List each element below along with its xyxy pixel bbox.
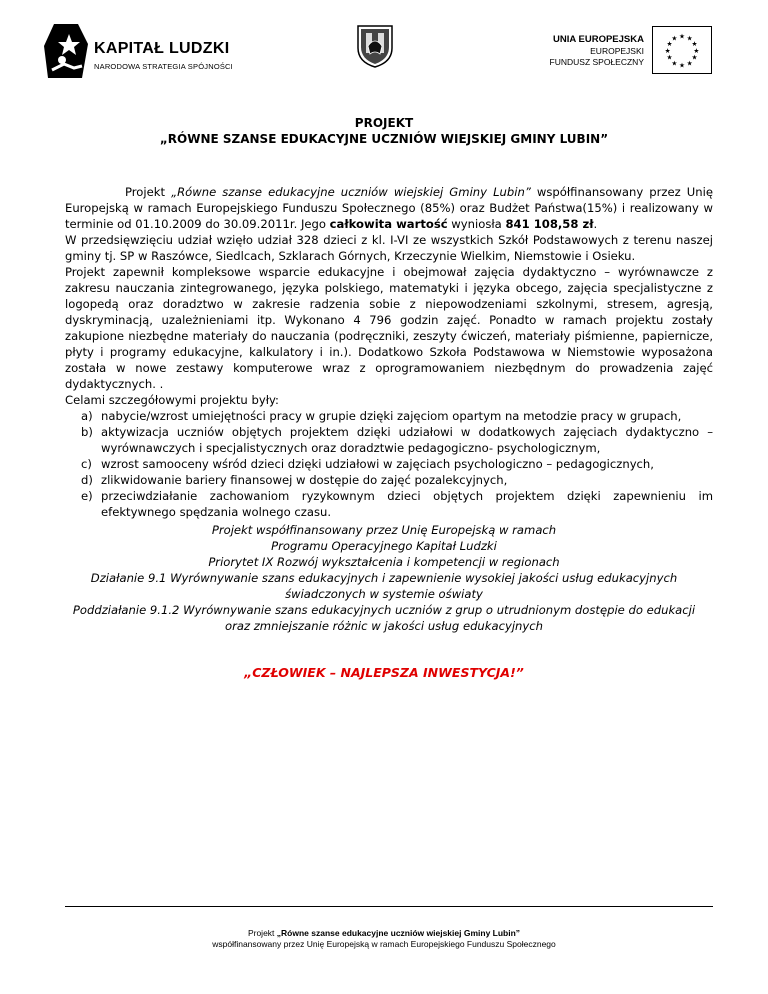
program-line-6: Poddziałanie 9.1.2 Wyrównywanie szans edukacyjnych uczniów z grup o utrudnionym dostępie do edukacji — [72, 603, 696, 617]
kapital-ludzki-logo-icon — [44, 22, 88, 80]
list-item — [65, 424, 713, 456]
footer-line-1 — [0, 928, 768, 938]
list-marker: e) — [81, 489, 93, 503]
list-item — [65, 408, 713, 424]
program-line-2: Programu Operacyjnego Kapitał Ludzki — [271, 539, 497, 553]
svg-text:★: ★ — [666, 53, 673, 62]
list-item-text: przeciwdziałanie zachowaniom ryzykownym dzieci objętych projektem dzięki zapewnieniu im efektywnego spędzania wolnego czasu. — [101, 489, 713, 519]
footer-divider — [65, 906, 713, 907]
list-item — [65, 488, 713, 520]
svg-text:★: ★ — [693, 46, 700, 55]
participants-paragraph: W przedsięwzięciu udział wzięło udział 328 dzieci z kl. I-VI ze wszystkich Szkół Podstawowych z terenu naszej gminy tj. SP w Raszówce, Siedlcach, Szklarach Górnych, Krzeczynie Wielkim, Niemstowie i Osieku. — [65, 233, 713, 263]
svg-text:★: ★ — [664, 46, 671, 55]
footer-project-title: „Równe szanse edukacyjne uczniów wiejskiej Gminy Lubin” — [276, 928, 521, 938]
goals-heading: Celami szczegółowymi projektu były: — [65, 393, 279, 407]
lubin-coat-of-arms-icon — [356, 24, 394, 68]
program-line-7: oraz zmniejszanie różnic w jakości usług edukacyjnych — [224, 619, 543, 633]
goals-list — [65, 408, 713, 520]
total-value-amount: 841 108,58 zł — [505, 217, 594, 231]
svg-text:★: ★ — [671, 59, 678, 68]
eu-line1: UNIA EUROPEJSKA — [553, 34, 644, 45]
list-marker: b) — [81, 425, 93, 439]
eu-line3: FUNDUSZ SPOŁECZNY — [549, 57, 644, 67]
project-name-title: „RÓWNE SZANSE EDUKACYJNE UCZNIÓW WIEJSKIEJ GMINY LUBIN” — [159, 132, 609, 146]
intro-end: . — [593, 217, 598, 231]
support-paragraph: Projekt zapewnił kompleksowe wsparcie edukacyjne i obejmował zajęcia dydaktyczno – wyrównawcze z zakresu nauczania zintegrowanego, języka polskiego, matematyki i języka obcego, zajęcia specjalistyczne z logopedą oraz doradztwo w zakresie radzenia sobie z niepowodzeniami szkolnymi, stresem, agresją, dyskryminacją, uzależnieniami itp. Wykonano 4 796 godzin zajęć. Ponadto w ramach projektu zostały zakupione niezbędne materiały do nauczania (podręczniki, zeszyty ćwiczeń, materiały piśmienne, papiernicze, płyty i programy edukacyjne, kalkulatory i in.). Dodatkowo Szkoła Podstawowa w Niemstowie wyposażona została w nowe zestawy komputerowe wraz z oprogramowaniem niezbędnym do prowadzenia zajęć dydaktycznych. . — [65, 265, 713, 391]
eu-text — [532, 34, 644, 67]
page-title: PROJEKT — [354, 116, 414, 130]
svg-text:★: ★ — [691, 53, 698, 62]
list-item — [65, 456, 713, 472]
list-marker: d) — [81, 473, 93, 487]
list-item-text: aktywizacja uczniów objętych projektem dzięki udziałowi w dodatkowych zajęciach dydaktyczno – wyrównawczych i specjalistycznych oraz doradztwie pedagogiczno- psychologicznym, — [101, 425, 713, 455]
intro-project-title: „Równe szanse edukacyjne uczniów wiejskiej Gminy Lubin” — [171, 185, 531, 199]
slogan: „CZŁOWIEK – NAJLEPSZA INWESTYCJA!” — [244, 665, 524, 680]
list-item — [65, 472, 713, 488]
intro-mid2: wyniosła — [447, 217, 506, 231]
svg-text:★: ★ — [671, 34, 678, 43]
program-line-4: Działanie 9.1 Wyrównywanie szans edukacyjnych i zapewnienie wysokiej jakości usług edukacyjnych — [90, 571, 678, 585]
svg-text:★: ★ — [666, 40, 673, 49]
list-item-text: zlikwidowanie bariery finansowej w dostępie do zajęć pozalekcyjnych, — [101, 473, 508, 487]
list-marker: c) — [81, 457, 92, 471]
eu-flag-icon — [652, 26, 712, 74]
kl-title: KAPITAŁ LUDZKI — [94, 40, 230, 57]
program-line-3: Priorytet IX Rozwój wykształcenia i kompetencji w regionach — [208, 555, 560, 569]
kapital-ludzki-logo — [44, 22, 244, 82]
svg-text:★: ★ — [691, 40, 698, 49]
project-description — [65, 184, 713, 520]
list-item-text: nabycie/wzrost umiejętności pracy w grupie dzięki zajęciom opartym na metodzie pracy w grupach, — [101, 409, 682, 423]
kl-subtitle: NARODOWA STRATEGIA SPÓJNOŚCI — [94, 62, 233, 71]
svg-text:★: ★ — [679, 61, 685, 70]
footer-line-2: współfinansowany przez Unię Europejską w ramach Europejskiego Funduszu Społecznego — [212, 939, 556, 949]
intro-prefix: Projekt — [125, 185, 172, 199]
program-line-5: świadczonych w systemie oświaty — [285, 587, 483, 601]
intro-paragraph — [65, 184, 713, 232]
intro-mid: współfinansowany przez Unię Europejską w ramach Europejskiego Funduszu Społecznego (85%) oraz Budżet Państwa(15%) i realizowany w terminie od 01.10.2009 do 30.09.2011r. Jego — [65, 185, 713, 231]
total-value-label: całkowita wartość — [329, 217, 448, 231]
list-marker: a) — [81, 409, 93, 423]
svg-text:★: ★ — [686, 59, 693, 68]
svg-text:★: ★ — [686, 34, 693, 43]
program-info — [0, 522, 768, 634]
svg-text:★: ★ — [679, 32, 685, 41]
list-item-text: wzrost samooceny wśród dzieci dzięki udziałowi w zajęciach psychologiczno – pedagogicznych, — [101, 457, 654, 471]
footer-prefix: Projekt — [247, 928, 277, 938]
program-line-1: Projekt współfinansowany przez Unię Europejską w ramach — [211, 523, 557, 537]
eu-line2: EUROPEJSKI — [590, 46, 644, 56]
